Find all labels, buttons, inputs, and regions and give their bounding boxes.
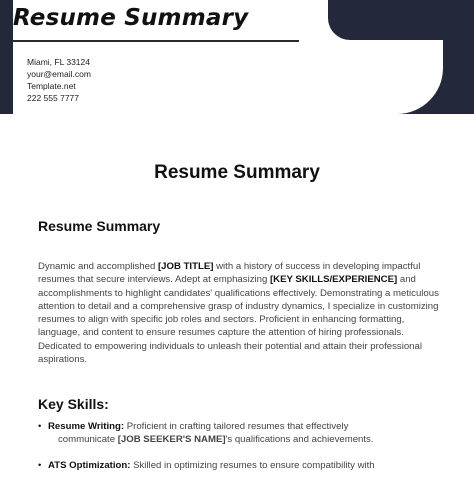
skill-description-continued (48, 433, 448, 446)
skill-text: communicate (58, 434, 118, 446)
document-title: Resume Summary (154, 162, 320, 183)
summary-text-2: with a history of success in developing impactful resumes that secure interviews. Adept at emphasizing (38, 261, 421, 286)
list-item (38, 420, 448, 447)
header-divider (13, 40, 299, 42)
bullet-icon: • (38, 421, 42, 432)
list-item (38, 459, 448, 472)
header-title: Resume Summary (13, 5, 249, 31)
summary-text-1: Dynamic and accomplished (38, 261, 158, 272)
skill-description: Skilled in optimizing resumes to ensure compatibility with (130, 459, 375, 471)
header-accent-block (328, 0, 474, 40)
skills-list (38, 420, 448, 484)
summary-text-3: and accomplishments to highlight candidates' qualifications effectively. Demonstrating a meticulous attention to detail and a comprehensive grasp of industry dynamics, I specialize in customizing resumes to align with specific job roles and sectors. Proficient in enhancing formatting, language, and content to ensure resumes capture the attention of hiring professionals. Dedicated to empowering individuals to unleash their potential and attain their professional aspirations. (38, 274, 439, 366)
skills-heading: Key Skills: (38, 396, 109, 412)
summary-paragraph (38, 260, 440, 366)
skill-name: Resume Writing: (48, 421, 125, 432)
summary-heading: Resume Summary (38, 218, 161, 234)
job-seeker-name-placeholder: [JOB SEEKER'S NAME] (117, 434, 226, 446)
contact-website: Template.net (27, 81, 76, 91)
contact-phone: 222 555 7777 (27, 93, 79, 103)
skill-name: ATS Optimization: (48, 459, 131, 471)
bullet-icon: • (38, 459, 42, 471)
skill-description: Proficient in crafting tailored resumes that effectively (124, 421, 349, 432)
contact-info (27, 56, 91, 104)
contact-location: Miami, FL 33124 (27, 57, 90, 67)
key-skills-placeholder: [KEY SKILLS/EXPERIENCE] (269, 274, 398, 286)
job-title-placeholder: [JOB TITLE] (157, 261, 214, 272)
contact-email: your@email.com (27, 69, 91, 79)
skill-text-end: 's qualifications and achievements. (225, 434, 374, 446)
